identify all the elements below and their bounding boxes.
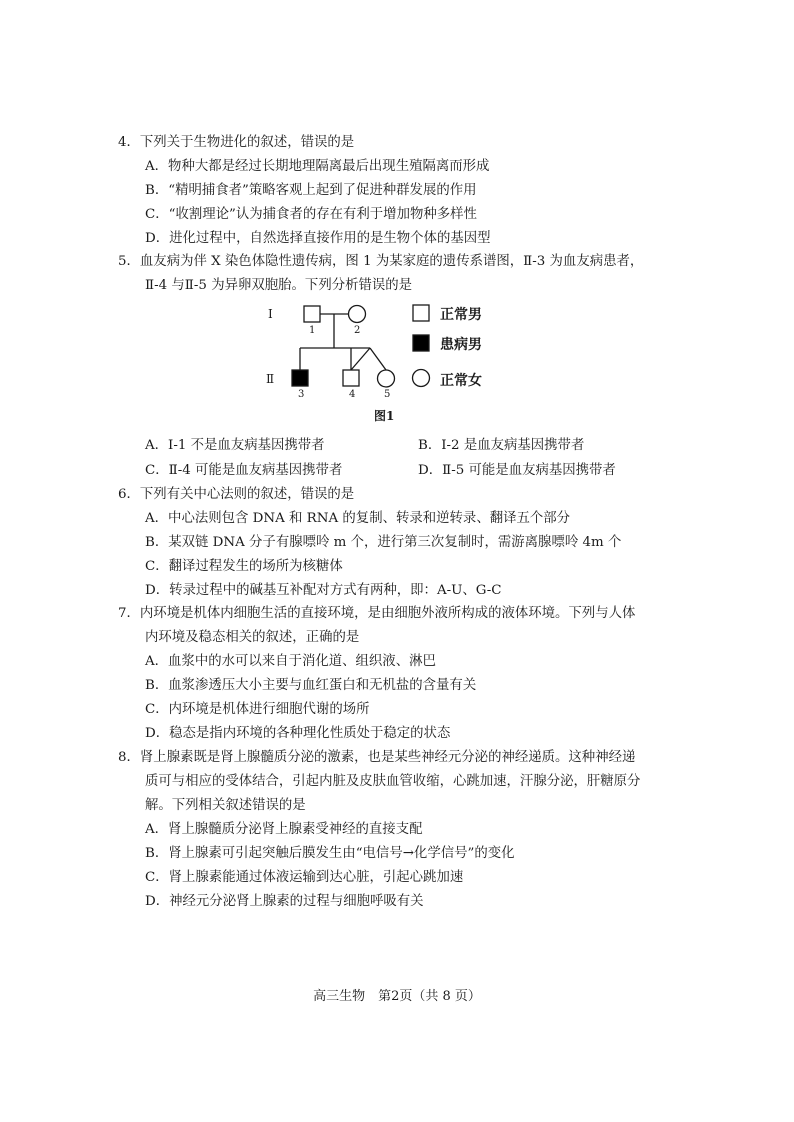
q4-stem: 4．下列关于生物进化的叙述，错误的是 — [118, 135, 355, 150]
q8-option-b: B．肾上腺素可引起突触后膜发生由“电信号→化学信号”的变化 — [145, 846, 515, 861]
individual-II-5-normal-female — [378, 370, 395, 387]
legend-normal-female-symbol — [413, 370, 430, 387]
q6-option-d: D．转录过程中的碱基互补配对方式有两种，即：A-U、G-C — [145, 583, 502, 598]
generation-label-I: Ⅰ — [268, 307, 273, 321]
individual-number-1: 1 — [309, 325, 316, 336]
twin-line-5 — [370, 348, 386, 370]
q5-stem-line1: 5．血友病为伴 X 染色体隐性遗传病，图 1 为某家庭的遗传系谱图，Ⅱ-3 为血友病患者， — [118, 254, 644, 269]
q8-option-d: D．神经元分泌肾上腺素的过程与细胞呼吸有关 — [145, 894, 424, 909]
q6-option-b: B．某双链 DNA 分子有腺嘌呤 m 个，进行第三次复制时，需游离腺嘌呤 4m 个 — [145, 535, 622, 550]
legend-normal-female-label: 正常女 — [440, 373, 482, 389]
generation-label-II: Ⅱ — [266, 372, 275, 386]
q5-option-b: B．Ⅰ-2 是血友病基因携带者 — [418, 438, 585, 453]
q5-stem-line2: Ⅱ-4 与Ⅱ-5 为异卵双胞胎。下列分析错误的是 — [145, 278, 413, 293]
q5-option-d: D．Ⅱ-5 可能是血友病基因携带者 — [418, 463, 616, 478]
legend-normal-male-label: 正常男 — [440, 307, 482, 323]
page-footer: 高三生物 第2页（共 8 页） — [313, 989, 481, 1004]
individual-number-3: 3 — [298, 389, 305, 400]
individual-number-5: 5 — [384, 389, 391, 400]
individual-number-2: 2 — [354, 325, 361, 336]
individual-number-4: 4 — [349, 389, 356, 400]
q4-option-d: D．进化过程中，自然选择直接作用的是生物个体的基因型 — [145, 231, 491, 246]
q4-option-c: C．“收割理论”认为捕食者的存在有利于增加物种多样性 — [145, 207, 477, 222]
q8-stem-line3: 解。下列相关叙述错误的是 — [145, 798, 306, 813]
q4-option-b: B．“精明捕食者”策略客观上起到了促进种群发展的作用 — [145, 183, 477, 198]
legend-normal-male-symbol — [413, 305, 429, 321]
q4-option-a: A．物种大都是经过长期地理隔离最后出现生殖隔离而形成 — [145, 159, 490, 174]
q8-option-a: A．肾上腺髓质分泌肾上腺素受神经的直接支配 — [145, 822, 423, 837]
individual-I-1-normal-male — [304, 306, 320, 322]
figure-caption: 图1 — [374, 409, 395, 423]
legend-affected-male-label: 患病男 — [440, 337, 482, 353]
q6-option-a: A．中心法则包含 DNA 和 RNA 的复制、转录和逆转录、翻译五个部分 — [145, 511, 571, 526]
q5-option-a: A．Ⅰ-1 不是血友病基因携带者 — [145, 438, 325, 453]
q8-stem-line2: 质可与相应的受体结合，引起内脏及皮肤血管收缩，心跳加速，汗腺分泌，肝糖原分 — [145, 774, 641, 789]
q7-option-a: A．血浆中的水可以来自于消化道、组织液、淋巴 — [145, 654, 436, 669]
q7-option-d: D．稳态是指内环境的各种理化性质处于稳定的状态 — [145, 726, 451, 741]
q7-option-c: C．内环境是机体进行细胞代谢的场所 — [145, 702, 370, 717]
q6-stem: 6．下列有关中心法则的叙述，错误的是 — [118, 487, 355, 502]
individual-II-4-normal-male — [343, 370, 359, 386]
q5-option-c: C．Ⅱ-4 可能是血友病基因携带者 — [145, 463, 343, 478]
individual-II-3-affected-male — [292, 370, 308, 386]
legend-affected-male-symbol — [413, 335, 429, 351]
q7-option-b: B．血浆渗透压大小主要与血红蛋白和无机盐的含量有关 — [145, 678, 477, 693]
q8-stem-line1: 8．肾上腺素既是肾上腺髓质分泌的激素，也是某些神经元分泌的神经递质。这种神经递 — [118, 750, 636, 765]
q7-stem-line1: 7．内环境是机体内细胞生活的直接环境，是由细胞外液所构成的液体环境。下列与人体 — [118, 606, 636, 621]
twin-line-4 — [351, 348, 370, 370]
individual-I-2-normal-female — [349, 306, 366, 323]
q7-stem-line2: 内环境及稳态相关的叙述，正确的是 — [145, 630, 360, 645]
q6-option-c: C．翻译过程发生的场所为核糖体 — [145, 559, 343, 574]
q8-option-c: C．肾上腺素能通过体液运输到达心脏，引起心跳加速 — [145, 870, 464, 885]
